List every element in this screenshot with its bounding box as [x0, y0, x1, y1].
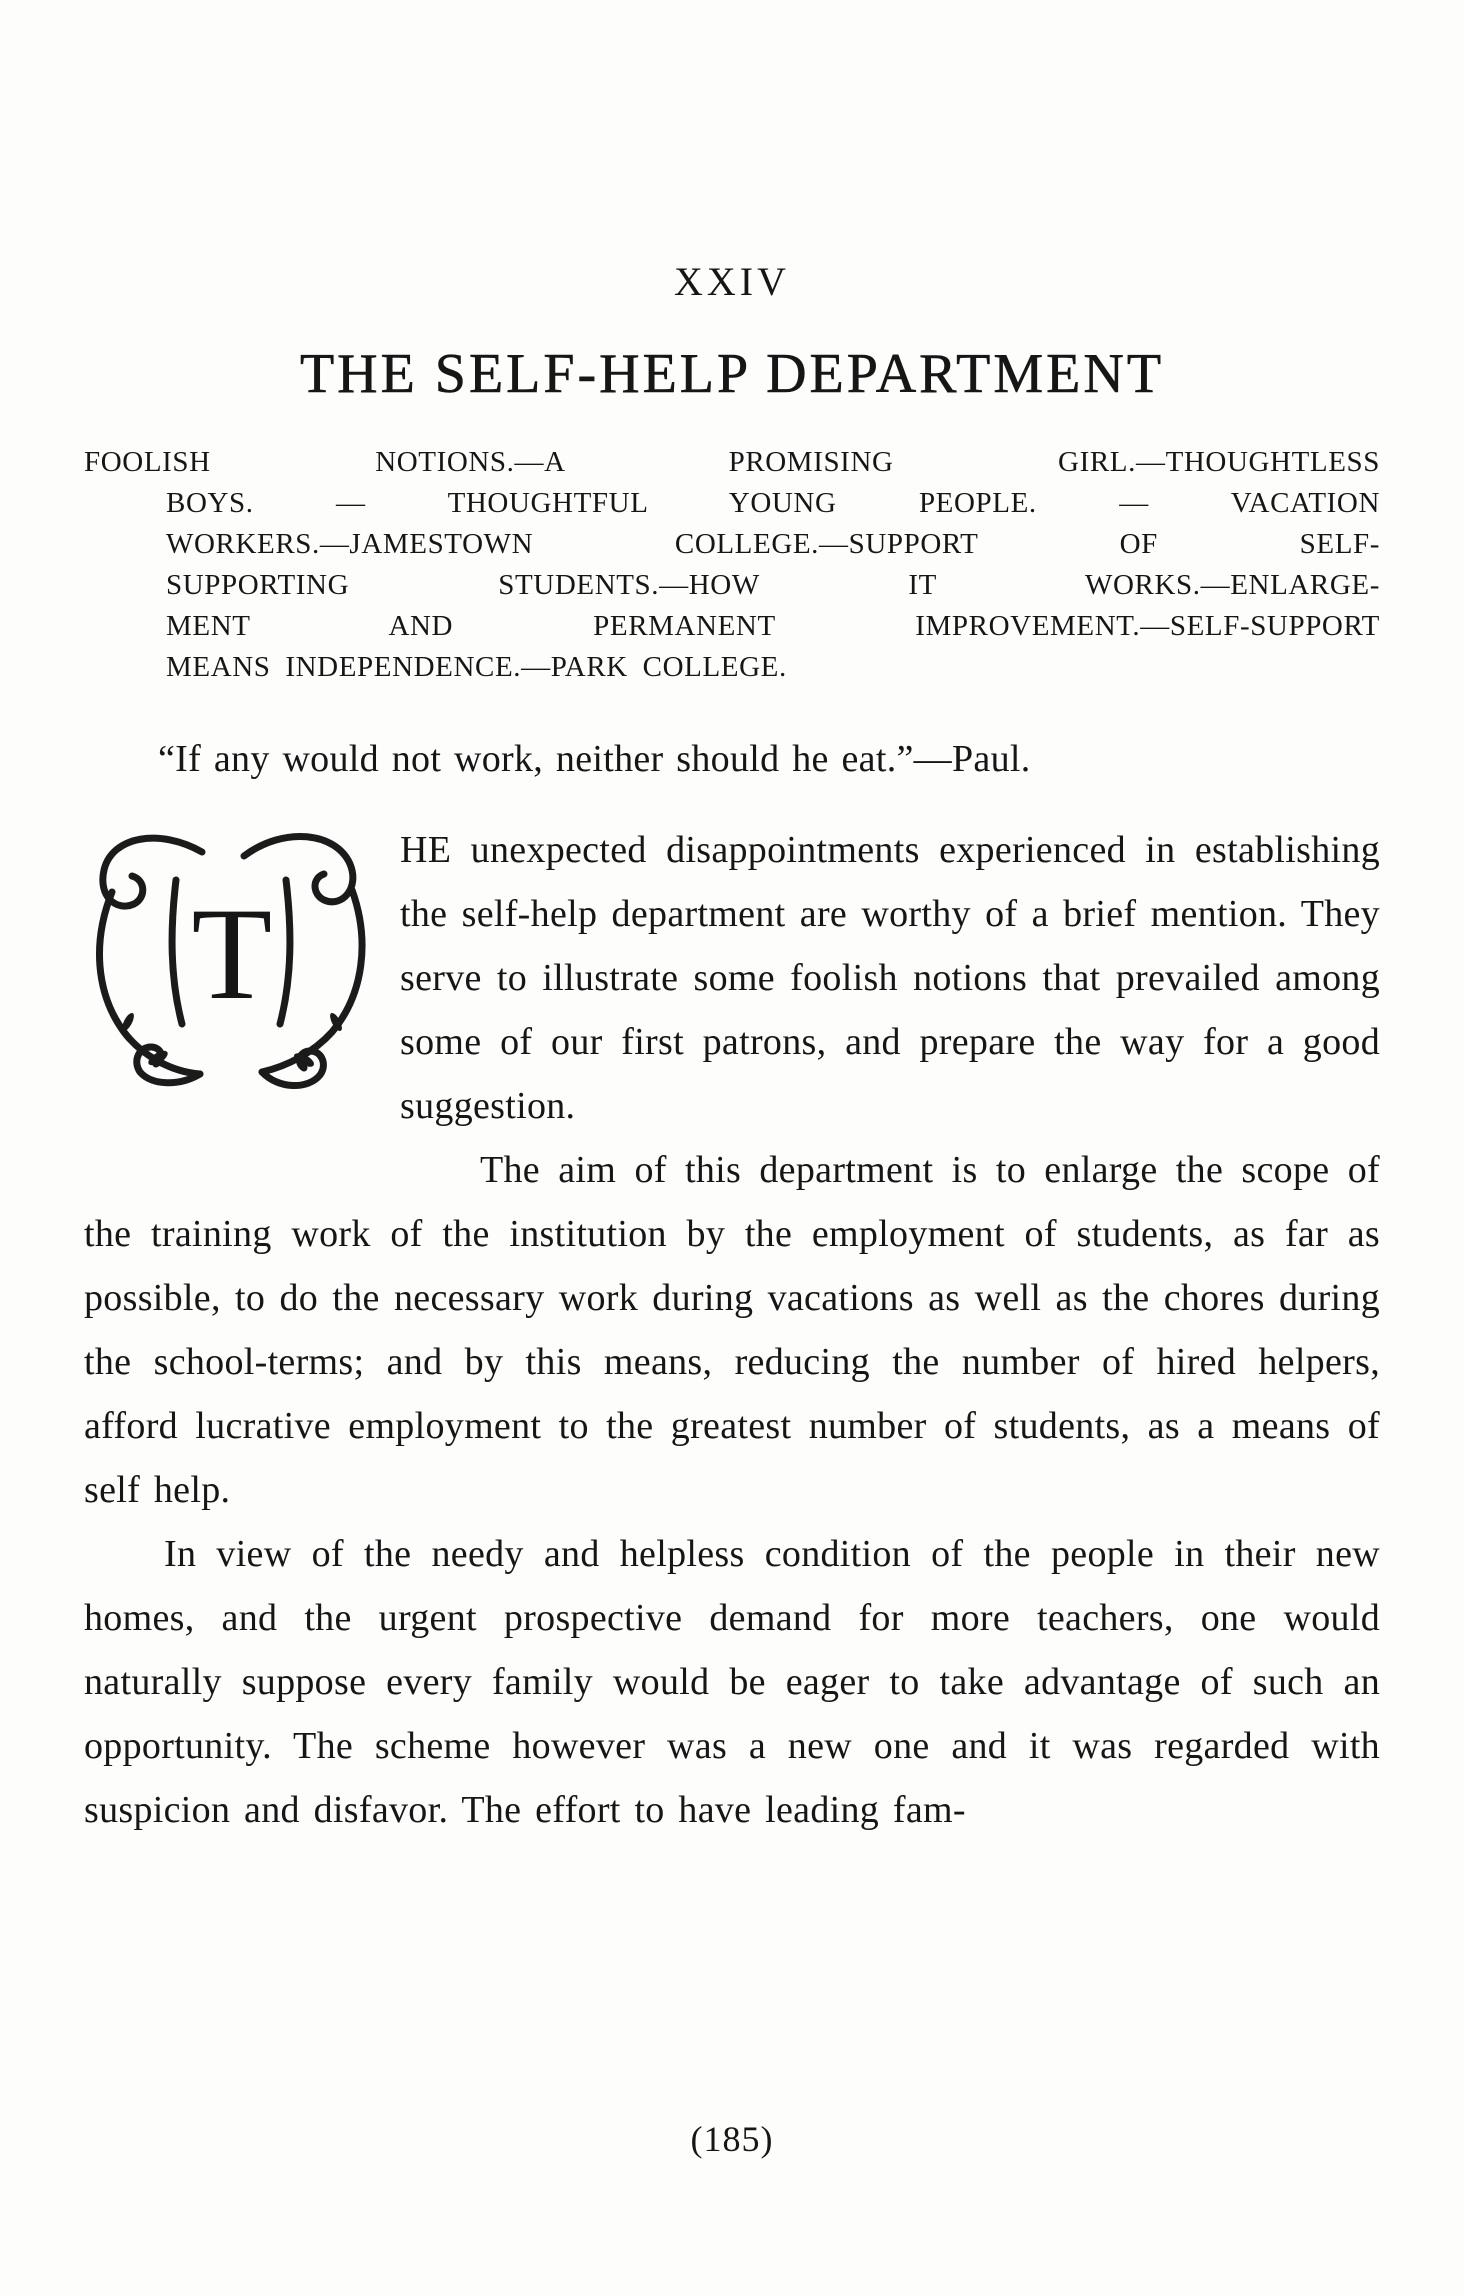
summary-line: MEANS INDEPENDENCE.—PARK COLLEGE. — [166, 651, 787, 683]
body-paragraph-3: In view of the needy and helpless condition of the people in their new homes, and the urgent prospective demand for more teachers, one would naturally suppose every family would be eager to take advantage of such an opportunity. The scheme however was a new one and it was regarded with suspicion and disfavor. The effort to have leading fam- — [84, 1533, 1380, 1831]
chapter-summary — [84, 442, 1380, 688]
summary-line: SUPPORTING STUDENTS.—HOW IT WORKS.—ENLARGE- — [166, 569, 1380, 601]
summary-line: MENT AND PERMANENT IMPROVEMENT.—SELF-SUPPORT — [166, 610, 1380, 642]
paragraph-text: HE unexpected disappointments experienced in establishing the self-help department are worthy of a brief mention. They serve to illustrate some foolish notions that prevailed among some of our first patrons, and prepare the way for a good suggestion. — [400, 829, 1380, 1127]
epigraph: “If any would not work, neither should he eat.”—Paul. — [158, 738, 1031, 780]
page-number: (185) — [690, 2119, 774, 2159]
summary-line: WORKERS.—JAMESTOWN COLLEGE.—SUPPORT OF SELF- — [166, 528, 1380, 560]
drop-cap-ornament — [84, 826, 380, 1142]
body-paragraph-1 — [84, 818, 1380, 1138]
summary-line: FOOLISH NOTIONS.—A PROMISING GIRL.—THOUGHTLESS — [84, 446, 1380, 478]
drop-cap-letter: T — [191, 880, 273, 1027]
body-paragraph-2: The aim of this department is to enlarge the scope of the training work of the institution by the employment of students, as far as possible, to do the necessary work during vacations as well as the chores during the school-terms; and by this means, reducing the number of hired helpers, afford lucrative employment to the greatest number of students, as a means of self help. — [84, 1149, 1380, 1511]
chapter-number: XXIV — [674, 259, 790, 304]
summary-line: BOYS. — THOUGHTFUL YOUNG PEOPLE. — VACATION — [166, 487, 1380, 519]
chapter-title: THE SELF-HELP DEPARTMENT — [299, 343, 1165, 405]
